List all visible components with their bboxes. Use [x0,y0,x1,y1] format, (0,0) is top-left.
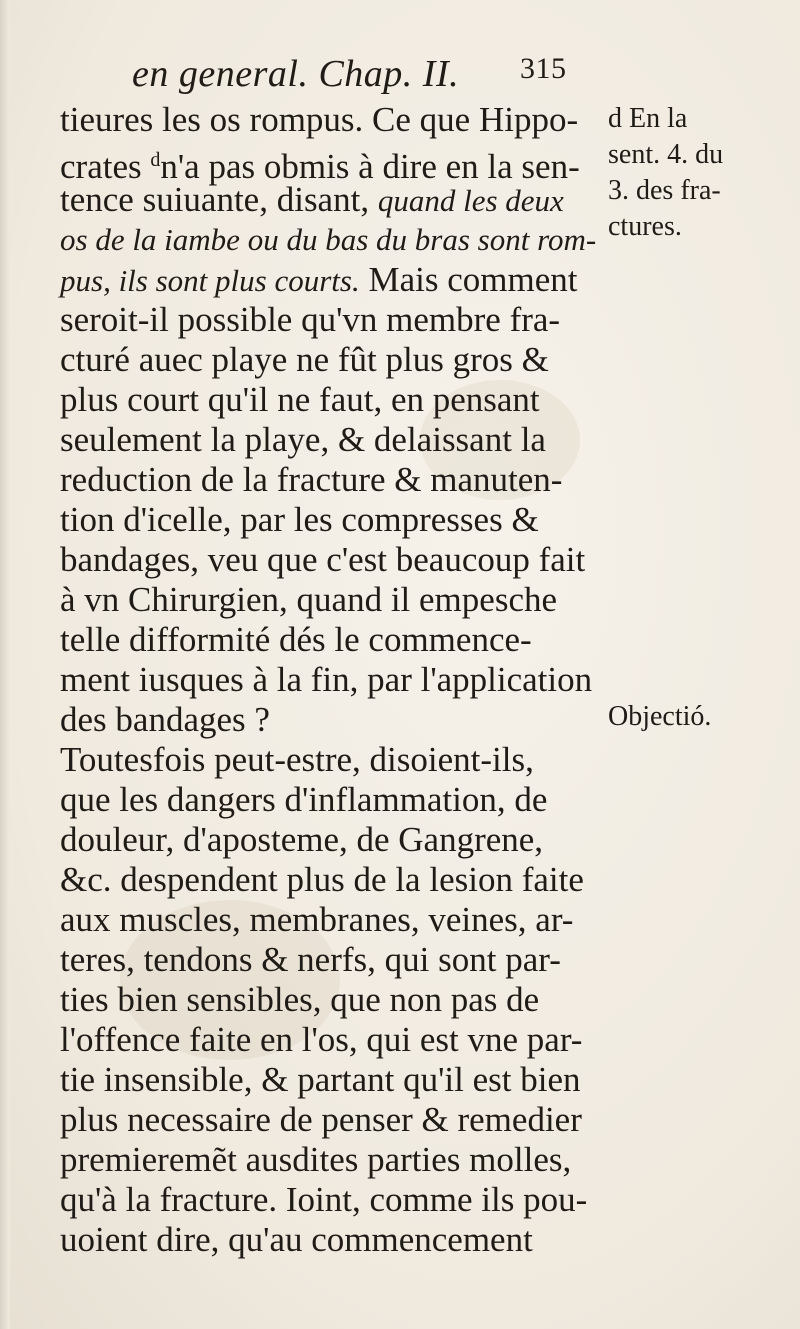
text-line: &c. despendent plus de la lesion faite [60,860,584,899]
text-line: aux muscles, membranes, veines, ar- [60,900,574,939]
quotation-italic: pus, ils sont plus courts. [60,263,360,298]
text-line [60,140,580,186]
text-line: bandages, veu que c'est beaucoup fait [60,540,586,579]
footnote-marker: d [150,149,161,171]
text-line: douleur, d'aposteme, de Gangrene, [60,820,544,859]
text-fragment: crates [60,147,142,186]
text-line: seroit-il possible qu'vn membre fra- [60,300,561,339]
running-title: en general. Chap. II. [132,53,460,95]
quotation-italic: quand les deux [377,183,564,218]
margin-note-objection: Objectió. [608,701,712,732]
text-line: teres, tendons & nerfs, qui sont par- [60,940,561,979]
text-line: à vn Chirurgien, quand il empesche [60,580,558,619]
text-fragment: n'a pas obmis à dire en la sen- [160,147,580,186]
margin-note: 3. des fra- [608,175,721,206]
text-line: seulement la playe, & delaissant la [60,420,546,459]
text-line: tie insensible, & partant qu'il est bien [60,1060,581,1099]
paragraph-first-line: Toutesfois peut-estre, disoient-ils, [60,740,534,779]
text-line: l'offence faite en l'os, qui est vne par- [60,1020,583,1059]
text-line: plus court qu'il ne faut, en pensant [60,380,540,419]
text-line: uoient dire, qu'au commencement [60,1220,533,1259]
text-line: plus necessaire de penser & remedier [60,1100,582,1139]
text-line: tion d'icelle, par les compresses & [60,500,539,539]
quotation-line: os de la iambe ou du bas du bras sont rom- [60,222,597,257]
text-line: des bandages ? [60,700,270,739]
text-line: reduction de la fracture & manuten- [60,460,563,499]
running-header [132,52,592,98]
text-line [60,260,577,300]
text-line: que les dangers d'inflammation, de [60,780,548,819]
text-line: ment iusques à la fin, par l'application [60,660,593,699]
page-gutter-shadow [0,0,10,1329]
page-number: 315 [520,52,567,85]
text-fragment: Mais comment [368,260,578,299]
text-line: premieremẽt ausdites parties molles, [60,1140,572,1179]
margin-note: d En la [608,103,688,134]
text-line: qu'à la fracture. Ioint, comme ils pou- [60,1180,588,1219]
text-line: tieures les os rompus. Ce que Hippo- [60,100,579,139]
text-line: telle difformité dés le commence- [60,620,532,659]
text-fragment: tence suiuante, disant, [60,180,370,219]
text-line: ties bien sensibles, que non pas de [60,980,540,1019]
margin-note: sent. 4. du [608,139,724,170]
text-line [60,180,564,220]
text-line: cturé auec playe ne fût plus gros & [60,340,549,379]
margin-note: ctures. [608,211,682,242]
